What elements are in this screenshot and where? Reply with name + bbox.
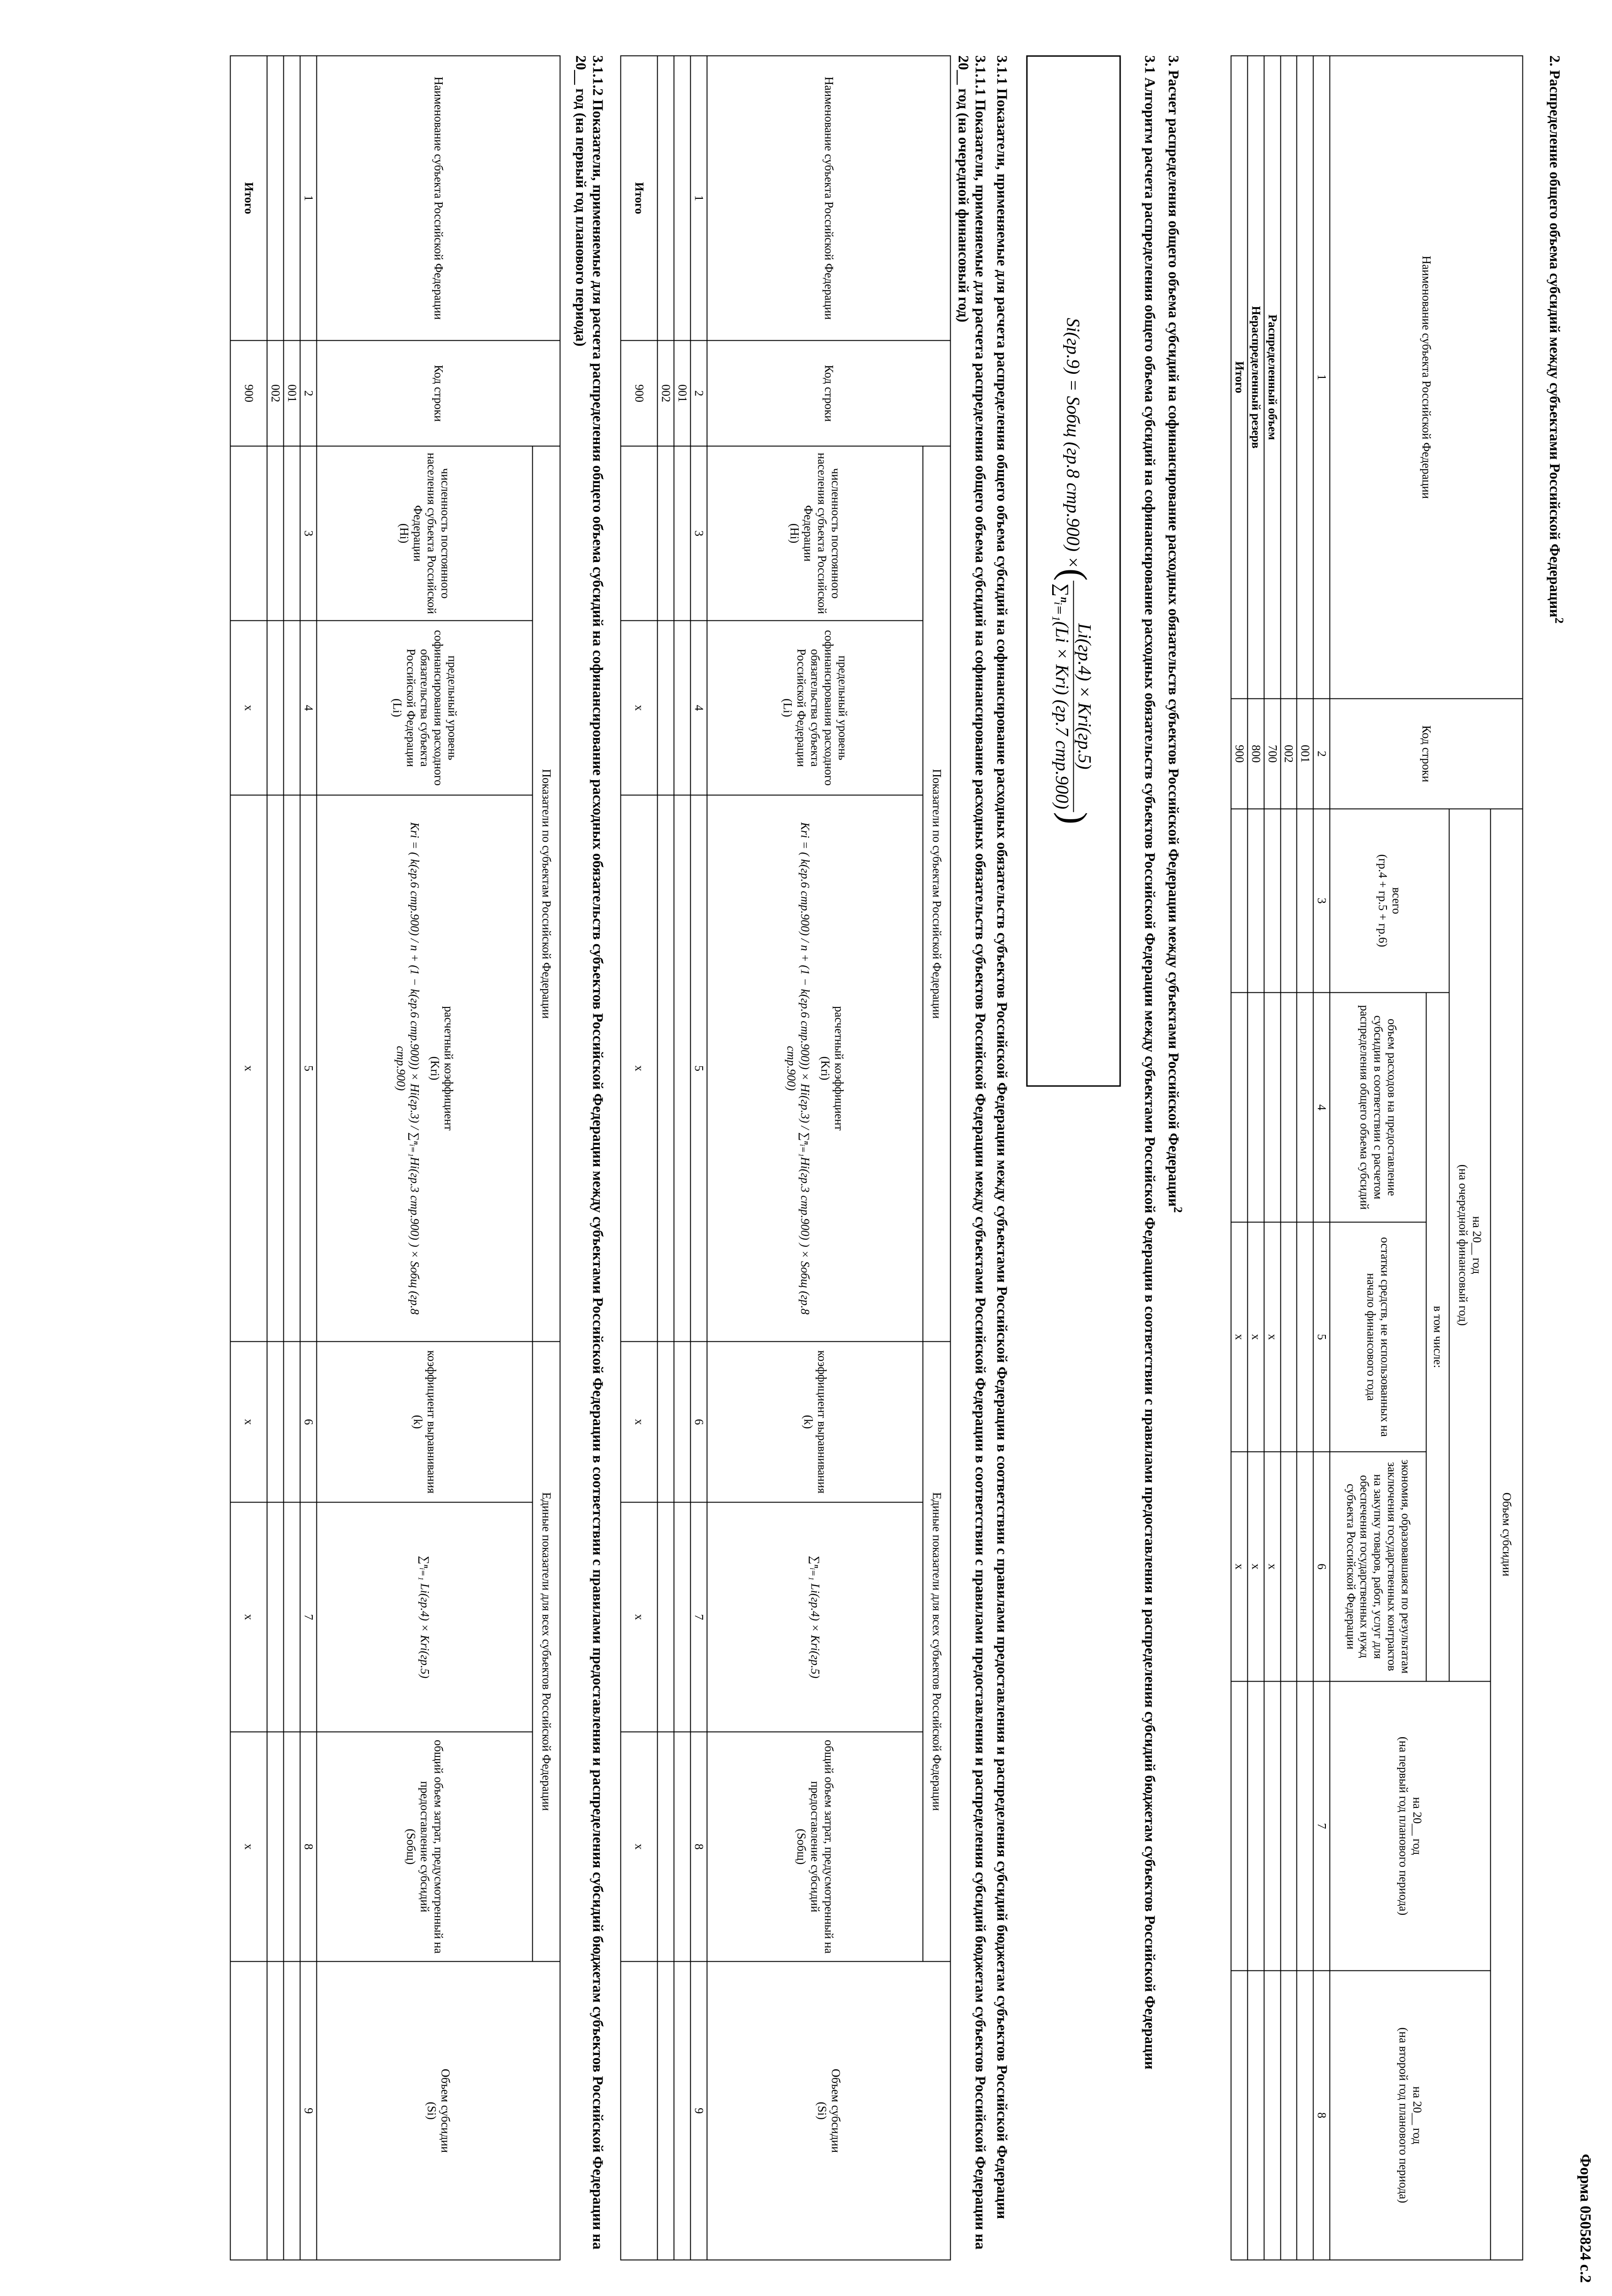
section-3-1-1-2-title: 3.1.1.2 Показатели, применяемые для расчета распределения общего объема субсидий на софинансирование расходных обязательств субъектов Российской Федерации между субъектами Российской Федерации в соответствии с правилами предоставления и распределения субсидий бюджетам субъектов Российской Федерации на 20__ год (на первый год планового периода) (573, 55, 606, 2250)
col-4-header: объем расходов на предоставление субсидии в соответствии с расчетом распределения общего объема субсидий (1330, 992, 1426, 1222)
distribution-formula: Si(гр.9) = Sобщ (гр.8 стр.900) × ( Li(гр.4) × Kri(гр.5) ∑ⁿᵢ₌₁(Li × Kri) (гр.7 стр.900) ) (1026, 55, 1121, 1086)
t2-col-name-header: Наименование субъекта Российской Федерации (316, 56, 560, 340)
col-incl-header: в том числе: (1426, 992, 1449, 1681)
t2-total-row: Итого 900 х х х х х (230, 56, 267, 2260)
col-volume-header: Объем субсидии (1490, 809, 1522, 2260)
col-year-plan2-header: на 20__ год (на второй год планового периода) (1330, 1970, 1490, 2260)
t2-col-4-header: предельный уровень софинансирования расходного обязательства субъекта Российской Федерации (Li) (316, 620, 532, 795)
table-row: 002 (267, 56, 283, 2260)
form-number: Форма 0505824 с.2 (1577, 2153, 1594, 2283)
t2-col-9-header: Объем субсидии (Si) (316, 1961, 560, 2260)
section-3-header (1141, 55, 1185, 2259)
section-3-title: 3. Расчет распределения общего объема субсидий на софинансирование расходных обязательств субъектов Российской Федерации между субъектами Российской Федерации$^2$ (1165, 55, 1185, 1213)
col-code-header: Код строки (1330, 698, 1522, 809)
t1-col-9-header: Объем субсидии (Si) (707, 1961, 950, 2260)
t1-col-name-header: Наименование субъекта Российской Федерации (707, 56, 950, 340)
t1-group-subj-header: Показатели по субъектам Российской Федерации (923, 446, 950, 1341)
t1-col-6-header: коэффициент выравнивания (k) (707, 1341, 923, 1502)
summary-row-reserve: Нераспределенный резерв 800 х х (1247, 56, 1264, 2260)
section-3-1-1-header (955, 55, 1010, 2259)
table-row: 001 (674, 56, 690, 2260)
section-3-1-1-2-header (572, 55, 606, 2259)
indicators-table-current-year (620, 55, 951, 2259)
t1-total-row: Итого 900 х х х х х (620, 56, 657, 2260)
t2-group-common-header: Единые показатели для всех субъектов Российской Федерации (532, 1341, 560, 1961)
t2-column-numbers-row: 1 2 3 4 5 6 7 8 9 (300, 56, 316, 2260)
section-2-title: 2. Распределение общего объема субсидий между субъектами Российской Федерации$^2$ (1546, 55, 1566, 624)
t1-col-5-header: расчетный коэффициент (Kri) Kri = ( k(гр.6 стр.900) / n + (1 − k(гр.6 стр.900)) × Hi(гр.3) / ∑ⁿᵢ₌₁Hi(гр.3 стр.900) ) × Sобщ (гр.8 стр.900) (707, 795, 923, 1341)
table-row: 002 (657, 56, 674, 2260)
t1-col-3-header: численность постоянного населения субъекта Российской Федерации (Hi) (707, 446, 923, 620)
summary-row-distributed: Распределенный объем 700 х х (1264, 56, 1280, 2260)
summary-row-total: Итого 900 х х (1231, 56, 1247, 2260)
t2-col-code-header: Код строки (316, 340, 560, 446)
t1-col-8-header: общий объем затрат, предусмотренный на предоставление субсидий (Sобщ) (707, 1732, 923, 1961)
column-numbers-row: 1 2 3 4 5 6 7 8 (1313, 56, 1330, 2260)
table-row: 001 (1296, 56, 1313, 2260)
t2-group-subj-header: Показатели по субъектам Российской Федерации (532, 446, 560, 1341)
t2-col-7-header: ∑ⁿᵢ₌₁ Li(гр.4) × Kri(гр.5) (316, 1502, 532, 1732)
t2-col-5-header: расчетный коэффициент (Kri) Kri = ( k(гр.6 стр.900) / n + (1 − k(гр.6 стр.900)) × Hi(гр.3) / ∑ⁿᵢ₌₁Hi(гр.3 стр.900) ) × Sобщ (гр.8 стр.900) (316, 795, 532, 1341)
col-6-header: экономия, образовавшаяся по результатам заключения государственных контрактов на закупку товаров, работ, услуг для обеспечения государственных нужд субъекта Российской Федерации (1330, 1452, 1426, 1681)
indicators-table-plan-year (230, 55, 560, 2259)
col-5-header: остатки средств, не использованных на начало финансового года (1330, 1222, 1426, 1452)
t2-col-6-header: коэффициент выравнивания (k) (316, 1341, 532, 1502)
col-year-current-header: на 20__ год (на очередной финансовый год) (1449, 809, 1490, 1681)
t1-column-numbers-row: 1 2 3 4 5 6 7 8 9 (690, 56, 707, 2260)
section-3-1-1-title: 3.1.1 Показатели, применяемые для расчета распределения общего объема субсидий на софинансирование расходных обязательств субъектов Российской Федерации между субъектами Российской Федерации в соответствии с правилами предоставления и распределения субсидий бюджетам субъектов Российской Федерации (994, 55, 1010, 2219)
col-year-plan1-header: на 20__ год (на первый год планового периода) (1330, 1681, 1490, 1970)
section-3-1-1-1-title: 3.1.1.1 Показатели, применяемые для расчета распределения общего объема субсидий на софинансирование расходных обязательств субъектов Российской Федерации между субъектами Российской Федерации в соответствии с правилами предоставления и распределения субсидий бюджетам субъектов Российской Федерации на 20__ год (на очередной финансовый год) (955, 55, 989, 2250)
t2-col-8-header: общий объем затрат, предусмотренный на предоставление субсидий (Sобщ) (316, 1732, 532, 1961)
col-name-header: Наименование субъекта Российской Федерации (1330, 56, 1522, 698)
table-row: 001 (283, 56, 300, 2260)
section-2 (1230, 55, 1566, 2259)
t1-col-code-header: Код строки (707, 340, 950, 446)
table-row: 002 (1280, 56, 1297, 2260)
col-total-header: всего (гр.4 + гр.5 + гр.6) (1330, 809, 1449, 992)
t2-col-3-header: численность постоянного населения субъекта Российской Федерации (Hi) (316, 446, 532, 620)
distribution-table (1230, 55, 1523, 2260)
t1-col-4-header: предельный уровень софинансирования расходного обязательства субъекта Российской Федерации (Li) (707, 620, 923, 795)
t1-group-common-header: Единые показатели для всех субъектов Российской Федерации (923, 1341, 950, 1961)
section-3-1-title: 3.1 Алгоритм расчета распределения общего объема субсидий на софинансирование расходных обязательств субъектов Российской Федерации между субъектами Российской Федерации в соответствии с правилами предоставления и распределения субсидий бюджетам субъектов Российской Федерации (1142, 55, 1159, 2070)
t1-col-7-header: ∑ⁿᵢ₌₁ Li(гр.4) × Kri(гр.5) (707, 1502, 923, 1732)
